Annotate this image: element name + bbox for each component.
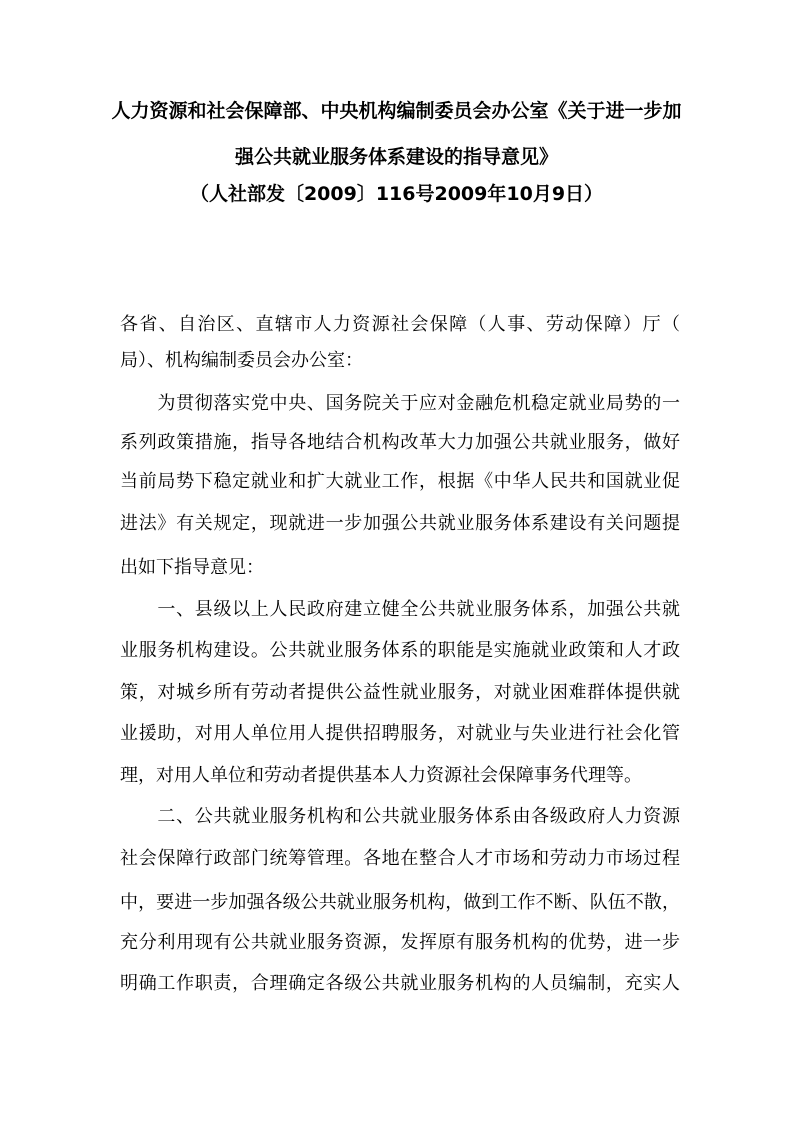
body-line-14: 社会保障行政部门统筹管理。各地在整合人才市场和劳动力市场过程 [120,848,680,869]
document-title-line-2: 强公共就业服务体系建设的指导意见》 [234,146,558,168]
document-number-line: （人社部发〔2009〕116号2009年10月9日） [189,183,604,205]
body-line-5: 当前局势下稳定就业和扩大就业工作，根据《中华人民共和国就业促 [120,471,680,492]
body-line-6: 进法》有关规定，现就进一步加强公共就业服务体系建设有关问题提 [120,513,680,534]
body-line-15: 中，要进一步加强各级公共就业服务机构，做到工作不断、队伍不散， [120,892,680,913]
body-line-12: 理，对用人单位和劳动者提供基本人力资源社会保障事务代理等。 [120,765,642,786]
body-line-13: 二、公共就业服务机构和公共就业服务体系由各级政府人力资源 [120,806,680,827]
body-line-4: 系列政策措施，指导各地结合机构改革大力加强公共就业服务，做好 [120,432,680,453]
document-title-line-1: 人力资源和社会保障部、中央机构编制委员会办公室《关于进一步加 [111,100,682,122]
body-line-1: 各省、自治区、直辖市人力资源社会保障（人事、劳动保障）厅（ [120,314,680,335]
body-line-7: 出如下指导意见： [120,557,264,578]
body-line-10: 策，对城乡所有劳动者提供公益性就业服务，对就业困难群体提供就 [120,682,680,703]
body-line-3: 为贯彻落实党中央、国务院关于应对金融危机稳定就业局势的一 [120,393,680,414]
body-line-9: 业服务机构建设。公共就业服务体系的职能是实施就业政策和人才政 [120,640,680,661]
body-line-2: 局）、机构编制委员会办公室： [120,350,363,371]
body-line-11: 业援助，对用人单位用人提供招聘服务，对就业与失业进行社会化管 [120,723,680,744]
body-line-8: 一、县级以上人民政府建立健全公共就业服务体系，加强公共就 [120,599,680,620]
body-line-16: 充分利用现有公共就业服务资源，发挥原有服务机构的优势，进一步 [120,932,680,953]
body-line-17: 明确工作职责，合理确定各级公共就业服务机构的人员编制，充实人 [120,973,680,994]
